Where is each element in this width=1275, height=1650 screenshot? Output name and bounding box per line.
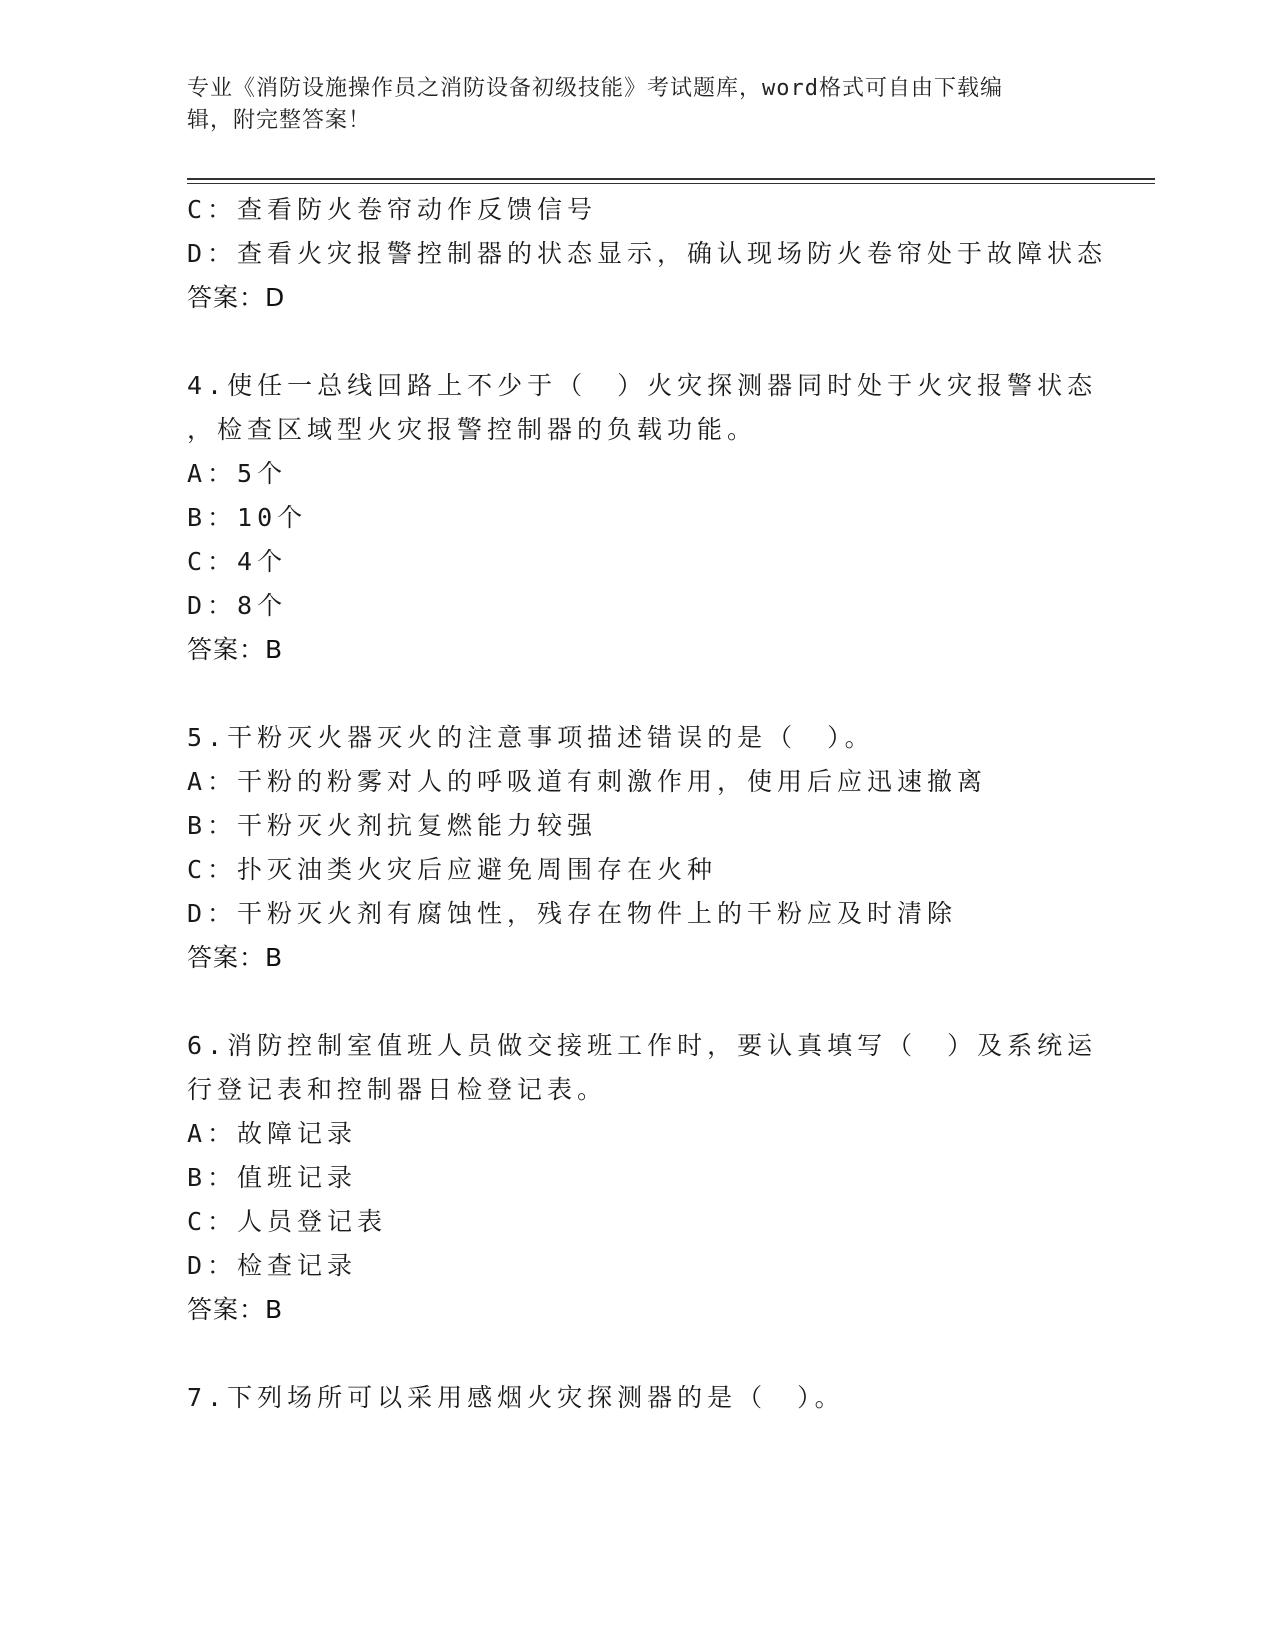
document-header [187,73,1067,137]
q6-option-d: D：检查记录 [187,1251,358,1280]
q3-answer: 答案：D [187,283,286,312]
header-line-2: 辑，附完整答案！ [187,108,372,133]
header-divider-thick [187,178,1155,180]
q6-answer: 答案：B [187,1295,284,1324]
q6-option-a: A：故障记录 [187,1119,358,1148]
q3-option-d: D：查看火灾报警控制器的状态显示，确认现场防火卷帘处于故障状态 [187,239,1108,268]
q4-option-a: A：5个 [187,459,288,488]
q6-stem-line-2: 行登记表和控制器日检登记表。 [187,1075,608,1104]
q4-stem-line-1: 4.使任一总线回路上不少于（ ）火灾探测器同时处于火灾报警状态 [187,371,1098,400]
q3-option-c: C：查看防火卷帘动作反馈信号 [187,195,598,224]
q5-option-a: A：干粉的粉雾对人的呼吸道有刺激作用，使用后应迅速撤离 [187,767,988,796]
q5-option-d: D：干粉灭火剂有腐蚀性，残存在物件上的干粉应及时清除 [187,899,958,928]
q4-answer: 答案：B [187,635,284,664]
q5-option-b: B：干粉灭火剂抗复燃能力较强 [187,811,598,840]
q4-option-b: B：10个 [187,503,308,532]
q5-answer: 答案：B [187,943,284,972]
q5-option-c: C：扑灭油类火灾后应避免周围存在火种 [187,855,718,884]
q4-stem-line-2: ，检查区域型火灾报警控制器的负载功能。 [187,415,758,444]
q5-stem-line-1: 5.干粉灭火器灭火的注意事项描述错误的是（ ）。 [187,723,875,752]
q7-stem-line-1: 7.下列场所可以采用感烟火灾探测器的是（ ）。 [187,1383,845,1412]
q6-stem-line-1: 6.消防控制室值班人员做交接班工作时，要认真填写（ ）及系统运 [187,1031,1098,1060]
q6-option-c: C：人员登记表 [187,1207,388,1236]
q4-option-c: C：4个 [187,547,288,576]
q4-option-d: D：8个 [187,591,288,620]
header-divider-thin [187,183,1155,184]
header-line-1: 专业《消防设施操作员之消防设备初级技能》考试题库，word格式可自由下载编 [187,76,1003,101]
q6-option-b: B：值班记录 [187,1163,358,1192]
